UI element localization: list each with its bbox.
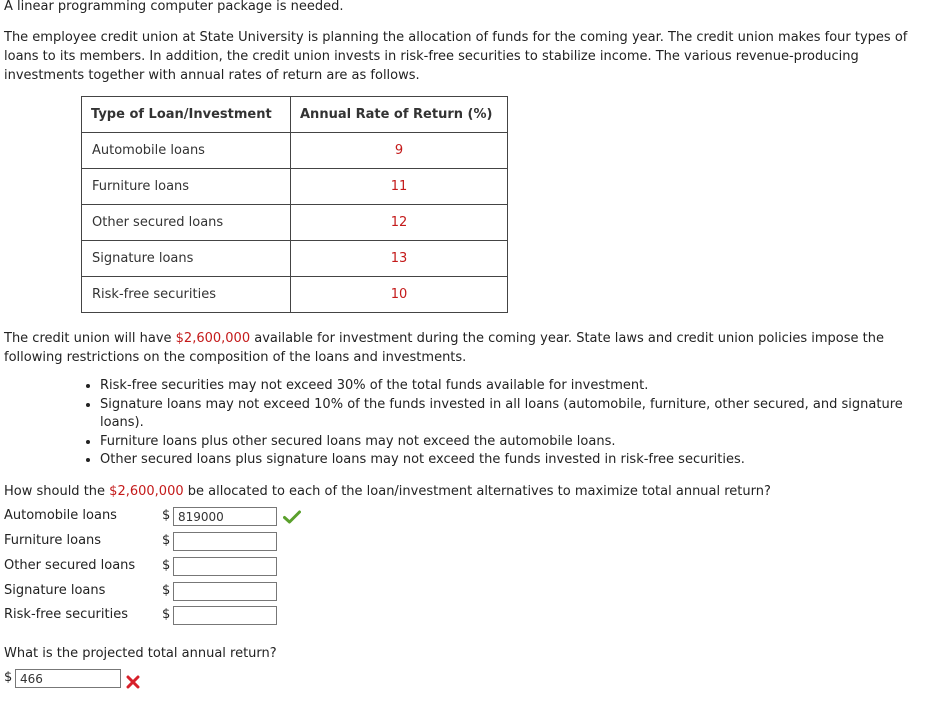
question-text-pre: How should the (4, 484, 110, 499)
funds-amount: $2,600,000 (175, 331, 251, 346)
dollar-sign: $ (4, 670, 13, 685)
header-text: A linear programming computer package is needed. (4, 0, 344, 14)
answer-label-automobile: Automobile loans (4, 508, 117, 523)
dollar-sign: $ (162, 583, 171, 598)
dollar-sign: $ (162, 533, 171, 548)
dollar-sign: $ (162, 558, 171, 573)
table-row (82, 205, 508, 241)
loan-type-cell: Other secured loans (82, 205, 291, 241)
answer-label-other-secured: Other secured loans (4, 558, 136, 573)
checkmark-icon (283, 510, 301, 524)
loan-type-cell: Risk-free securities (82, 277, 291, 313)
list-item: • Furniture loans plus other secured loans may not exceed the automobile loans. (100, 433, 920, 452)
intro-paragraph: The employee credit union at State University is planning the allocation of funds for the coming year. The credit union makes four types of loans to its members. In addition, the credit union invests in risk-free securities to stabilize income. The various revenue-producing investments together with annual rates of return are as follows. (4, 30, 908, 83)
automobile-loans-input[interactable] (173, 507, 277, 526)
funds-text-pre: The credit union will have (4, 331, 176, 346)
rate-cell: 13 (291, 241, 508, 277)
loan-type-cell: Automobile loans (82, 133, 291, 169)
rates-table (81, 96, 508, 313)
allocation-question (4, 482, 916, 501)
table-header-row (82, 97, 508, 133)
list-item: • Risk-free securities may not exceed 30% of the total funds available for investment. (100, 377, 920, 396)
total-return-question: What is the projected total annual return? (4, 646, 277, 661)
answer-label-risk-free: Risk-free securities (4, 607, 128, 622)
loan-type-cell: Furniture loans (82, 169, 291, 205)
signature-loans-input[interactable] (173, 582, 277, 601)
table-row (82, 169, 508, 205)
other-secured-loans-input[interactable] (173, 557, 277, 576)
column-header-type: Type of Loan/Investment (82, 97, 291, 133)
table-row (82, 133, 508, 169)
column-header-rate: Annual Rate of Return (%) (291, 97, 508, 133)
furniture-loans-input[interactable] (173, 532, 277, 551)
funds-text-post: available for investment during the coming year. State laws and credit union policies impose the following restrictions on the composition of the loans and investments. (4, 331, 884, 365)
rate-cell: 12 (291, 205, 508, 241)
question-amount: $2,600,000 (109, 484, 184, 499)
cross-icon (126, 675, 140, 689)
dollar-sign: $ (162, 607, 171, 622)
list-item: • Other secured loans plus signature loans may not exceed the funds invested in risk-free securities. (100, 451, 920, 470)
loan-type-cell: Signature loans (82, 241, 291, 277)
answer-label-furniture: Furniture loans (4, 533, 102, 548)
funds-paragraph (4, 329, 916, 367)
question-text-post: be allocated to each of the loan/investment alternatives to maximize total annual return? (183, 484, 771, 499)
rate-cell: 9 (291, 133, 508, 169)
table-row (82, 241, 508, 277)
answer-label-signature: Signature loans (4, 583, 106, 598)
total-return-input[interactable] (15, 669, 121, 688)
rate-cell: 11 (291, 169, 508, 205)
dollar-sign: $ (162, 508, 171, 523)
restrictions-list (80, 377, 920, 470)
rate-cell: 10 (291, 277, 508, 313)
risk-free-securities-input[interactable] (173, 606, 277, 625)
list-item: • Signature loans may not exceed 10% of the funds invested in all loans (automobile, furniture, other secured, and signature loans). (100, 396, 920, 433)
table-row (82, 277, 508, 313)
